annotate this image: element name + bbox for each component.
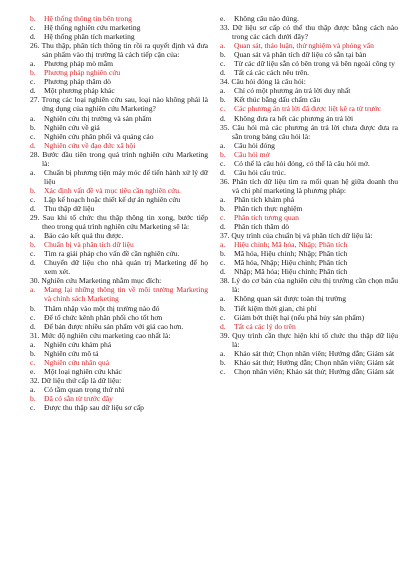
option-text: Nghiên cứu nhân quả bbox=[44, 357, 110, 367]
answer-option-highlighted bbox=[220, 41, 398, 50]
option-letter: b. bbox=[220, 95, 226, 105]
question-text: 30. Nghiên cứu Marketing nhằm mục đích: bbox=[30, 276, 162, 286]
option-text: Tất cả các lý do trên bbox=[234, 321, 296, 331]
option-text: Nghiên cứu phân phối và quảng cáo bbox=[44, 131, 154, 141]
option-text: Không quan sát được toàn thị trường bbox=[234, 294, 347, 304]
option-text: Giảm bớt thiệt hại (nếu phá hủy sản phẩm) bbox=[234, 312, 365, 322]
option-text: Tiết kiệm thời gian, chi phí bbox=[234, 303, 317, 313]
option-letter: e. bbox=[220, 14, 226, 23]
option-text: Mã hóa, Hiệu chỉnh; Nhập; Phân tích bbox=[234, 249, 348, 259]
answer-option bbox=[220, 14, 398, 23]
answer-option bbox=[30, 322, 208, 331]
option-letter: c. bbox=[30, 249, 36, 259]
option-letter: b. bbox=[30, 14, 36, 23]
option-letter: b. bbox=[30, 393, 36, 403]
answer-option bbox=[220, 367, 398, 376]
answer-option bbox=[30, 231, 208, 240]
answer-option bbox=[220, 68, 398, 77]
option-letter: b. bbox=[220, 50, 226, 60]
answer-option bbox=[220, 267, 398, 276]
option-letter: a. bbox=[220, 294, 226, 304]
option-text: Quan sát và phân tích dữ liệu có sẵn tại bàn bbox=[234, 50, 367, 60]
answer-option-highlighted bbox=[30, 186, 208, 195]
option-letter: c. bbox=[220, 104, 226, 114]
left-column bbox=[30, 14, 208, 412]
answer-option bbox=[220, 59, 398, 68]
option-letter: d. bbox=[220, 68, 226, 78]
option-text: Phân tích thăm dò bbox=[234, 222, 290, 232]
question-text: 28. Bước đầu tiên trong quá trình nghiên cứu Marketing là: bbox=[30, 149, 208, 168]
option-text: Thu thập dữ liệu bbox=[44, 203, 95, 213]
option-letter: a. bbox=[30, 113, 36, 123]
option-text: Nghiên cứu thị trường và sản phẩm bbox=[44, 113, 152, 123]
question-text: 27. Trong các loại nghiên cứu sau, loại nào không phải là ứng dụng của nghiên cứu Marketing? bbox=[30, 95, 208, 114]
option-letter: a. bbox=[30, 285, 36, 295]
option-text: Quan sát, thảo luận, thử nghiệm và phỏng vấn bbox=[234, 41, 374, 51]
option-text: Hệ thống nghiên cứu marketing bbox=[44, 23, 141, 33]
option-letter: a. bbox=[30, 167, 36, 177]
option-text: Chuyển dữ liệu cho nhà quản trị Marketing để họ xem xét. bbox=[44, 258, 208, 277]
question-text: 37. Quy trình của chuẩn bị và phân tích dữ liệu là: bbox=[220, 231, 373, 241]
option-letter: a. bbox=[220, 240, 226, 250]
option-text: Không câu nào đúng. bbox=[234, 14, 299, 23]
answer-option bbox=[220, 304, 398, 313]
option-text: Để tổ chức kênh phân phối cho tốt hơn bbox=[44, 312, 163, 322]
option-text: Câu hỏi mở bbox=[234, 149, 270, 159]
option-letter: c. bbox=[30, 194, 36, 204]
option-letter: c. bbox=[30, 403, 36, 413]
option-letter: c. bbox=[30, 77, 36, 87]
option-letter: d. bbox=[30, 203, 36, 213]
option-letter: b. bbox=[30, 303, 36, 313]
answer-option bbox=[30, 304, 208, 313]
question-text: 34. Câu hỏi đóng là câu hỏi: bbox=[220, 77, 306, 87]
answer-option bbox=[30, 132, 208, 141]
option-text: Một loại nghiên cứu khác bbox=[44, 366, 122, 376]
answer-option bbox=[220, 294, 398, 303]
option-text: Báo cáo kết quả thu được. bbox=[44, 231, 124, 241]
option-letter: a. bbox=[220, 194, 226, 204]
option-text: Nghiên cứu về đạo đức xã hội bbox=[44, 140, 136, 150]
answer-option bbox=[220, 222, 398, 231]
option-text: Phân tích tương quan bbox=[234, 213, 299, 223]
option-text: Có tầm quan trọng thứ nhì bbox=[44, 384, 125, 394]
question-text: 39. Quy trình cần thực hiện khi tổ chức thu thập dữ liệu là: bbox=[220, 330, 398, 349]
option-letter: a. bbox=[220, 348, 226, 358]
answer-option bbox=[30, 23, 208, 32]
option-text: Các phương án trả lời đã được liệt kê ra từ trước bbox=[234, 104, 382, 114]
answer-option-highlighted bbox=[30, 240, 208, 249]
answer-option-highlighted bbox=[30, 14, 208, 23]
option-text: Mang lại những thông tin về môi trường Marketing và chính sách Marketing bbox=[44, 285, 208, 304]
option-letter: a. bbox=[30, 59, 36, 69]
option-text: Khảo sát thử; Hướng dẫn; Chọn nhân viên; Giám sát bbox=[234, 357, 395, 367]
answer-option bbox=[220, 195, 398, 204]
answer-option bbox=[30, 32, 208, 41]
answer-option-highlighted bbox=[30, 68, 208, 77]
option-letter: b. bbox=[220, 303, 226, 313]
answer-option bbox=[220, 258, 398, 267]
option-text: Phương pháp thăm dò bbox=[44, 77, 111, 87]
answer-option-highlighted bbox=[30, 358, 208, 367]
option-text: Phân tích khám phá bbox=[234, 194, 295, 204]
option-text: Khảo sát thử; Chọn nhân viên; Hướng dẫn; Giám sát bbox=[234, 348, 395, 358]
option-letter: b. bbox=[220, 357, 226, 367]
answer-option bbox=[220, 349, 398, 358]
option-text: Xác định vấn đề và mục tiêu cần nghiên cứu. bbox=[44, 185, 181, 195]
question-text: 26. Thu thập, phân tích thông tin rồi ra quyết định và đưa sản phẩm vào thị trường là cách tiếp cận của: bbox=[30, 41, 208, 60]
option-letter: c. bbox=[220, 258, 226, 268]
answer-option bbox=[30, 403, 208, 412]
option-letter: b. bbox=[30, 185, 36, 195]
option-letter: c. bbox=[30, 23, 36, 33]
option-text: Một phương pháp khác bbox=[44, 86, 115, 96]
option-letter: c. bbox=[220, 59, 226, 69]
option-letter: b. bbox=[30, 348, 36, 358]
option-letter: b. bbox=[220, 203, 226, 213]
answer-option bbox=[30, 168, 208, 186]
option-text: Chọn nhân viên; Khảo sát thử; Hướng dẫn; Giám sát bbox=[234, 366, 395, 376]
option-letter: b. bbox=[30, 68, 36, 78]
answer-option bbox=[30, 367, 208, 376]
answer-option bbox=[220, 50, 398, 59]
option-letter: d. bbox=[220, 267, 226, 277]
answer-option bbox=[220, 95, 398, 104]
answer-option bbox=[30, 195, 208, 204]
option-letter: a. bbox=[30, 231, 36, 241]
option-letter: a. bbox=[30, 339, 36, 349]
answer-option-highlighted bbox=[220, 322, 398, 331]
answer-option bbox=[220, 313, 398, 322]
option-letter: a. bbox=[220, 140, 226, 150]
option-text: Mã hóa, Nhập; Hiệu chỉnh; Phân tích bbox=[234, 258, 348, 268]
option-text: Nhập; Mã hóa; Hiệu chỉnh; Phân tích bbox=[234, 267, 348, 277]
option-text: Chuẩn bị và phân tích dữ liệu bbox=[44, 240, 134, 250]
option-text: Thâm nhập vào một thị trường nào đó bbox=[44, 303, 160, 313]
option-text: Có thể là câu hỏi đóng, có thể là câu hỏi mở. bbox=[234, 158, 370, 168]
answer-option bbox=[220, 358, 398, 367]
option-letter: b. bbox=[220, 249, 226, 259]
answer-option bbox=[220, 204, 398, 213]
right-column bbox=[220, 14, 398, 376]
answer-option bbox=[30, 77, 208, 86]
option-text: Không đưa ra hết các phương án trả lời bbox=[234, 113, 354, 123]
option-text: Lập kế hoạch hoặc thiết kế dự án nghiên cứu bbox=[44, 194, 181, 204]
answer-option bbox=[220, 86, 398, 95]
answer-option bbox=[30, 385, 208, 394]
option-text: Câu hỏi cấu trúc. bbox=[234, 167, 286, 177]
option-text: Hệ thống phân tích marketing bbox=[44, 32, 135, 42]
option-text: Nghiên cứu khám phá bbox=[44, 339, 112, 349]
option-text: Hệ thống thông tin bên trong bbox=[44, 14, 132, 23]
answer-option bbox=[30, 114, 208, 123]
answer-option bbox=[30, 204, 208, 213]
answer-option-highlighted bbox=[220, 240, 398, 249]
answer-option-highlighted bbox=[30, 285, 208, 303]
option-letter: e. bbox=[30, 366, 36, 376]
option-letter: b. bbox=[220, 149, 226, 159]
question-text: 31. Mức độ nghiên cứu marketing cao nhất là: bbox=[30, 330, 171, 340]
answer-option bbox=[220, 114, 398, 123]
option-letter: b. bbox=[30, 122, 36, 132]
option-letter: a. bbox=[220, 41, 226, 51]
option-text: Tìm ra giải pháp cho vấn đề cần nghiên cứu. bbox=[44, 249, 180, 259]
option-text: Từ các dữ liệu sẵn có bên trong và bên ngoài công ty bbox=[234, 59, 395, 69]
question-text: 29. Sau khi tổ chức thu thập thông tin xong, bước tiếp theo trong quá trình nghiên cứu Marketing sẽ là: bbox=[30, 213, 208, 232]
question-text: 33. Dữ liệu sơ cấp có thể thu thập được bằng cách nào trong các cách dưới đây? bbox=[220, 23, 398, 42]
answer-option bbox=[220, 168, 398, 177]
option-letter: a. bbox=[30, 384, 36, 394]
answer-option bbox=[30, 349, 208, 358]
option-letter: d. bbox=[30, 258, 36, 268]
answer-option bbox=[220, 159, 398, 168]
option-letter: d. bbox=[220, 113, 226, 123]
option-letter: c. bbox=[220, 366, 226, 376]
option-letter: d. bbox=[30, 32, 36, 42]
answer-option bbox=[30, 340, 208, 349]
answer-option-highlighted bbox=[220, 213, 398, 222]
answer-option bbox=[30, 123, 208, 132]
answer-option-highlighted bbox=[220, 104, 398, 113]
option-text: Phương pháp mò mẫm bbox=[44, 59, 114, 69]
option-text: Nghiên cứu về giá bbox=[44, 122, 100, 132]
option-letter: c. bbox=[30, 357, 36, 367]
option-letter: c. bbox=[220, 312, 226, 322]
answer-option bbox=[30, 249, 208, 258]
option-letter: d. bbox=[30, 321, 36, 331]
option-text: Chỉ có một phương án trả lời duy nhất bbox=[234, 86, 351, 96]
option-letter: b. bbox=[30, 240, 36, 250]
option-letter: d. bbox=[220, 167, 226, 177]
option-letter: d. bbox=[220, 222, 226, 232]
option-letter: c. bbox=[30, 131, 36, 141]
answer-option bbox=[30, 313, 208, 322]
answer-option-highlighted bbox=[220, 150, 398, 159]
option-letter: a. bbox=[220, 86, 226, 96]
option-text: Đã có sẵn từ trước đây bbox=[44, 393, 113, 403]
question-text: 38. Lý do cơ bản của nghiên cứu thị trường cần chọn mẫu là: bbox=[220, 276, 398, 295]
option-text: Nghiên cứu mô tả bbox=[44, 348, 99, 358]
answer-option-highlighted bbox=[30, 394, 208, 403]
option-text: Phương pháp nghiên cứu bbox=[44, 68, 121, 78]
answer-option bbox=[220, 141, 398, 150]
option-text: Để bán được nhiều sản phẩm với giá cao hơn. bbox=[44, 321, 184, 331]
option-text: Hiệu chỉnh; Mã hóa, Nhập; Phân tích bbox=[234, 240, 348, 250]
answer-option bbox=[220, 249, 398, 258]
question-text: 32. Dữ liệu thứ cấp là dữ liệu: bbox=[30, 375, 122, 385]
answer-option bbox=[30, 86, 208, 95]
option-letter: c. bbox=[30, 312, 36, 322]
option-letter: c. bbox=[220, 158, 226, 168]
option-letter: d. bbox=[30, 140, 36, 150]
answer-option bbox=[30, 59, 208, 68]
option-text: Được thu thập sau dữ liệu sơ cấp bbox=[44, 403, 144, 413]
answer-option-highlighted bbox=[30, 141, 208, 150]
option-text: Tất cả các cách nêu trên. bbox=[234, 68, 310, 78]
option-text: Câu hỏi đóng bbox=[234, 140, 275, 150]
question-text: 36. Phân tích dữ liệu tìm ra mối quan hệ giữa doanh thu và chi phí marketing là phương pháp: bbox=[220, 176, 398, 195]
option-text: Kết thúc bằng dấu chấm câu bbox=[234, 95, 321, 105]
question-text: 35. Câu hỏi mà các phương án trả lời chưa được đưa ra sẵn trong bảng câu hỏi là: bbox=[220, 122, 398, 141]
option-letter: d. bbox=[220, 321, 226, 331]
option-letter: d. bbox=[30, 86, 36, 96]
option-text: Phân tích thực nghiệm bbox=[234, 203, 303, 213]
option-text: Chuẩn bị phương tiện máy móc để tiến hành xử lý dữ liệu bbox=[44, 167, 208, 186]
answer-option bbox=[30, 258, 208, 276]
option-letter: c. bbox=[220, 213, 226, 223]
